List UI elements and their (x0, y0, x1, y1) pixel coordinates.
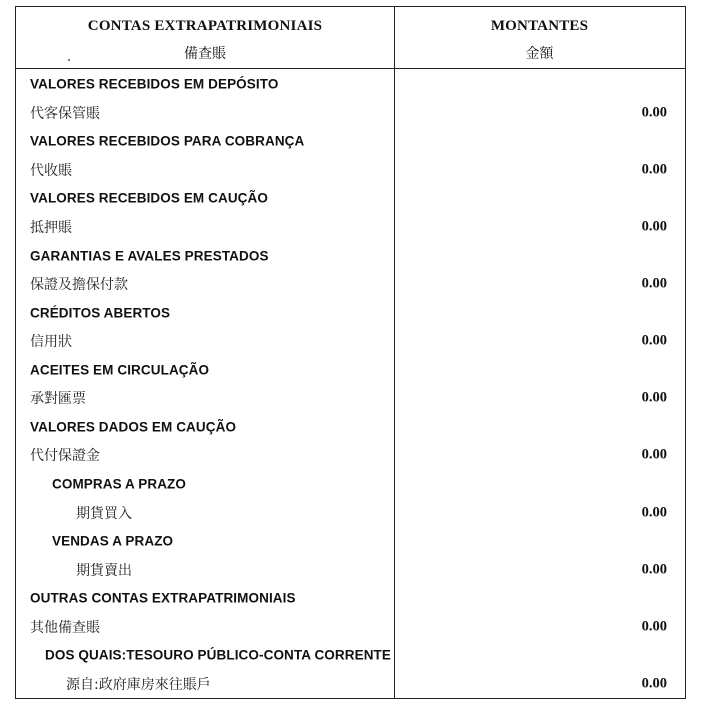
account-label-pt: ACEITES EM CIRCULAÇÃO (30, 362, 210, 378)
amount-value: 0.00 (641, 389, 667, 406)
table-row (16, 241, 685, 270)
off-balance-sheet-table (15, 6, 686, 699)
header-divider (16, 68, 685, 69)
accounts-header-pt: CONTAS EXTRAPATRIMONIAIS (87, 18, 323, 34)
table-row (16, 184, 685, 213)
account-label-zh: 代收賬 (30, 162, 72, 179)
account-label-pt: VALORES RECEBIDOS EM CAUÇÃO (30, 190, 268, 206)
amount-value: 0.00 (641, 161, 667, 178)
table-row (16, 99, 685, 128)
accounts-header-zh: 備查賬 (184, 46, 226, 62)
account-label-zh: 其他備查賬 (30, 619, 100, 636)
amount-value: 0.00 (641, 332, 667, 349)
account-label-pt: DOS QUAIS:TESOURO PÚBLICO-CONTA CORRENTE (45, 647, 392, 663)
account-label-pt: VALORES RECEBIDOS EM DEPÓSITO (30, 76, 279, 92)
amount-value: 0.00 (641, 618, 667, 635)
table-row (16, 498, 685, 527)
table-row (16, 356, 685, 385)
account-label-zh: 信用狀 (30, 334, 72, 351)
account-label-zh: 抵押賬 (30, 220, 72, 236)
table-row (16, 384, 685, 413)
accounts-column-header (16, 7, 394, 68)
table-row (16, 670, 685, 699)
account-label-pt: OUTRAS CONTAS EXTRAPATRIMONIAIS (30, 590, 296, 606)
amount-value: 0.00 (641, 504, 667, 520)
account-label-zh: 代客保管賬 (30, 105, 100, 122)
account-label-pt: CRÉDITOS ABERTOS (30, 305, 171, 321)
table-row (16, 470, 685, 499)
table-row (16, 327, 685, 356)
table-row (16, 270, 685, 299)
account-label-pt: GARANTIAS E AVALES PRESTADOS (30, 248, 269, 264)
account-label-zh: 承對匯票 (30, 391, 86, 408)
amount-value: 0.00 (641, 675, 667, 692)
table-row (16, 413, 685, 442)
table-row (16, 441, 685, 470)
account-label-pt: VALORES DADOS EM CAUÇÃO (30, 419, 237, 435)
amount-value: 0.00 (641, 275, 667, 292)
amount-value: 0.00 (641, 561, 667, 578)
amounts-column-header (394, 7, 685, 68)
table-row (16, 156, 685, 185)
table-row (16, 584, 685, 613)
account-label-zh: 保證及擔保付款 (30, 277, 128, 294)
table-row (16, 612, 685, 641)
table-row (16, 641, 685, 670)
table-row (16, 298, 685, 327)
amounts-header-zh: 金額 (525, 46, 554, 62)
table-row (16, 527, 685, 556)
account-label-pt: VENDAS A PRAZO (52, 533, 174, 549)
table-row (16, 213, 685, 242)
amount-value: 0.00 (641, 218, 667, 235)
amount-value: 0.00 (641, 446, 667, 463)
table-row (16, 127, 685, 156)
table-row (16, 70, 685, 99)
account-label-pt: COMPRAS A PRAZO (52, 476, 187, 492)
account-label-pt: VALORES RECEBIDOS PARA COBRANÇA (30, 133, 305, 149)
amounts-header-pt: MONTANTES (490, 18, 589, 34)
account-label-zh: 源自:政府庫房來往賬戶 (66, 676, 211, 693)
account-label-zh: 代付保證金 (30, 448, 100, 465)
account-label-zh: 期貨買入 (76, 505, 132, 522)
scan-speck (68, 59, 70, 61)
amount-value: 0.00 (641, 104, 667, 121)
account-label-zh: 期貨賣出 (76, 562, 132, 579)
table-row (16, 555, 685, 584)
